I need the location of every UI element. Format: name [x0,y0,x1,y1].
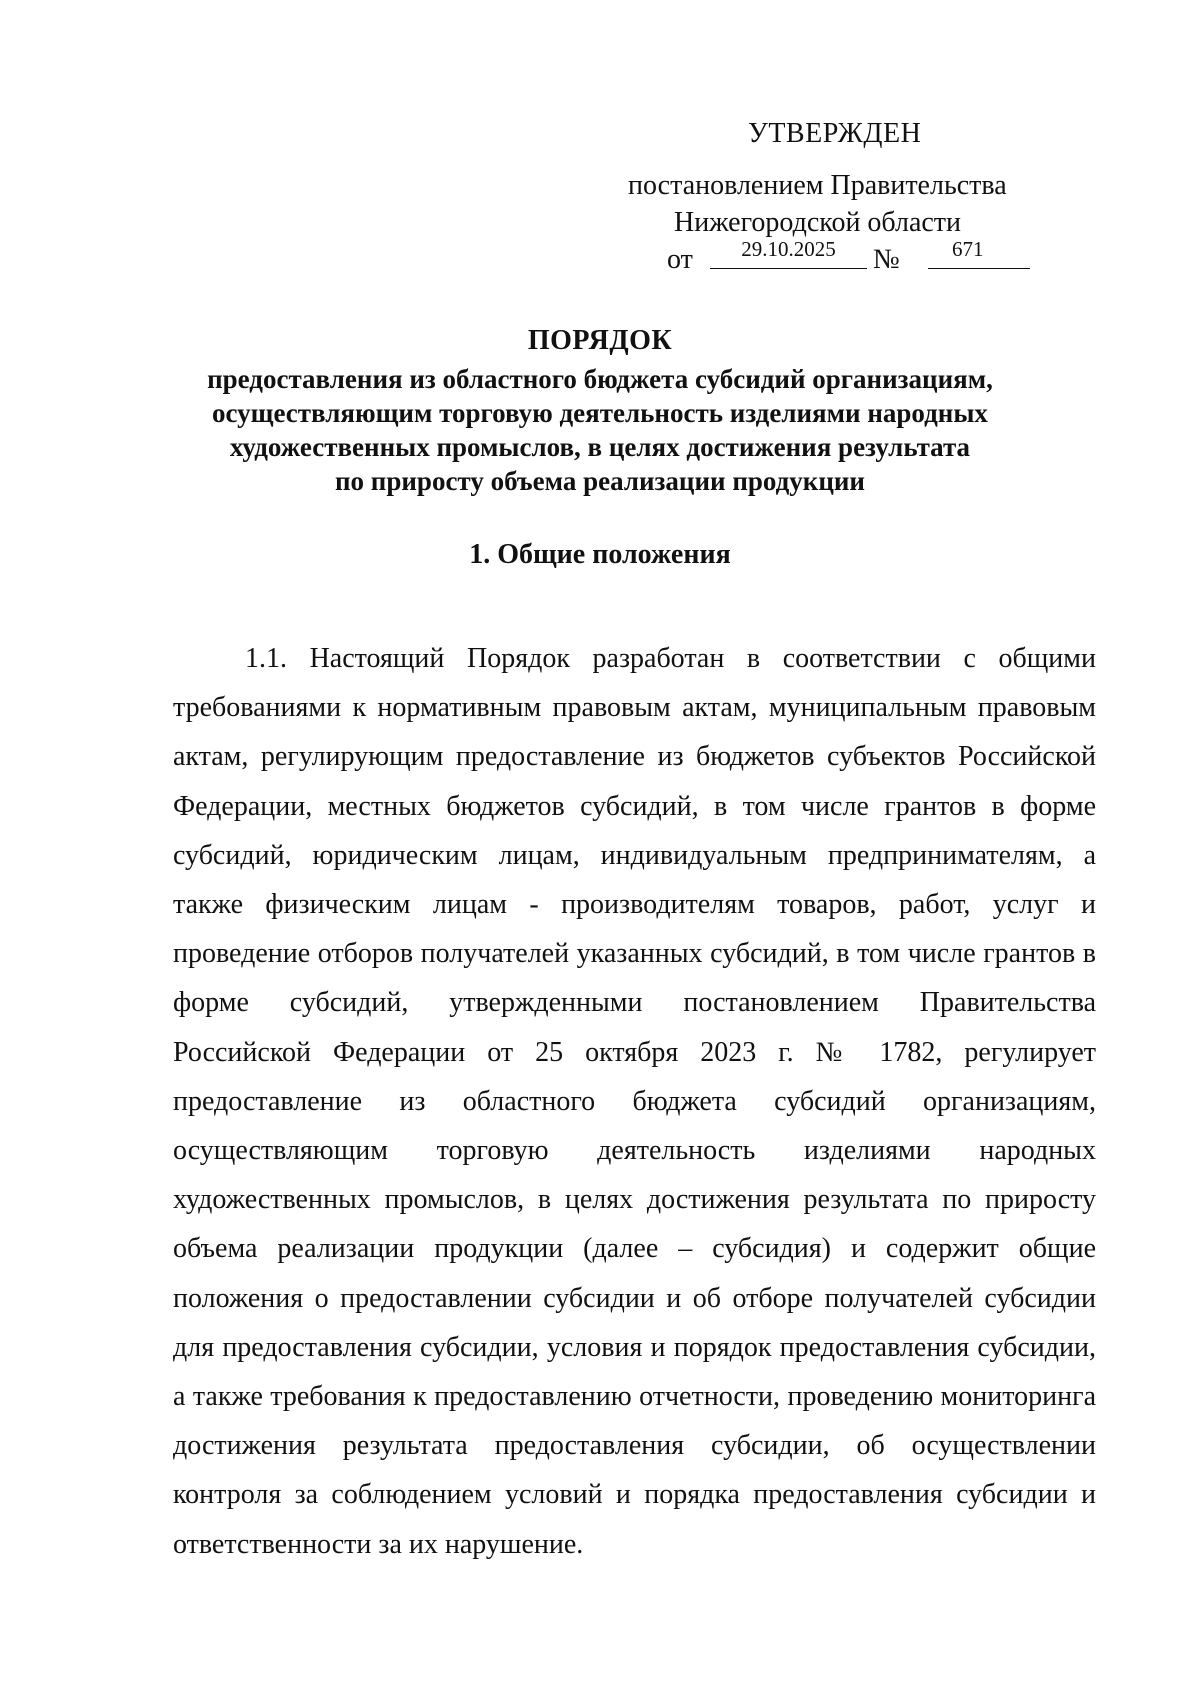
section-heading: 1. Общие положения [469,539,731,570]
subtitle-line: художественных промыслов, в целях достижения результата [229,432,971,462]
document-subtitle [150,362,1050,498]
date-prefix: от [667,244,693,275]
number-sign: № [873,244,900,275]
document-title: ПОРЯДОК [527,325,673,356]
approval-date: 29.10.2025 [710,236,867,269]
approval-date-number-row [667,236,1047,276]
approval-authority-line-1: постановлением Правительства [628,170,1007,201]
subtitle-line: по приросту объема реализации продукции [335,466,865,496]
approval-authority-line-2: Нижегородской области [674,207,962,238]
approval-title: УТВЕРЖДЕН [748,118,922,149]
subtitle-line: предоставления из областного бюджета субсидий организациям, [207,364,993,394]
paragraph-1-1: 1.1. Настоящий Порядок разработан в соответствии с общими требованиями к нормативным правовым актам, муниципальным правовым актам, регулирующим предоставление из бюджетов субъектов Российской Федерации, местных бюджетов субсидий, в том числе грантов в форме субсидий, юридическим лицам, индивидуальным предпринимателям, а также физическим лицам - производителям товаров, работ, услуг и проведение отборов получателей указанных субсидий, в том числе грантов в форме субсидий, утвержденными постановлением Правительства Российской Федерации от 25 октября 2023 г. № 1782, регулирует предоставление из областного бюджета субсидий организациям, осуществляющим торговую деятельность изделиями народных художественных промыслов, в целях достижения результата по приросту объема реализации продукции (далее – субсидия) и содержит общие положения о предоставлении субсидии и об отборе получателей субсидии для предоставления субсидии, условия и порядок предоставления субсидии, а также требования к предоставлению отчетности, проведению мониторинга достижения результата предоставления субсидии, об осуществлении контроля за соблюдением условий и порядка предоставления субсидии и ответственности за их нарушение. [173,643,1096,1560]
subtitle-line: осуществляющим торговую деятельность изделиями народных [212,398,988,428]
approval-number: 671 [928,236,1030,269]
